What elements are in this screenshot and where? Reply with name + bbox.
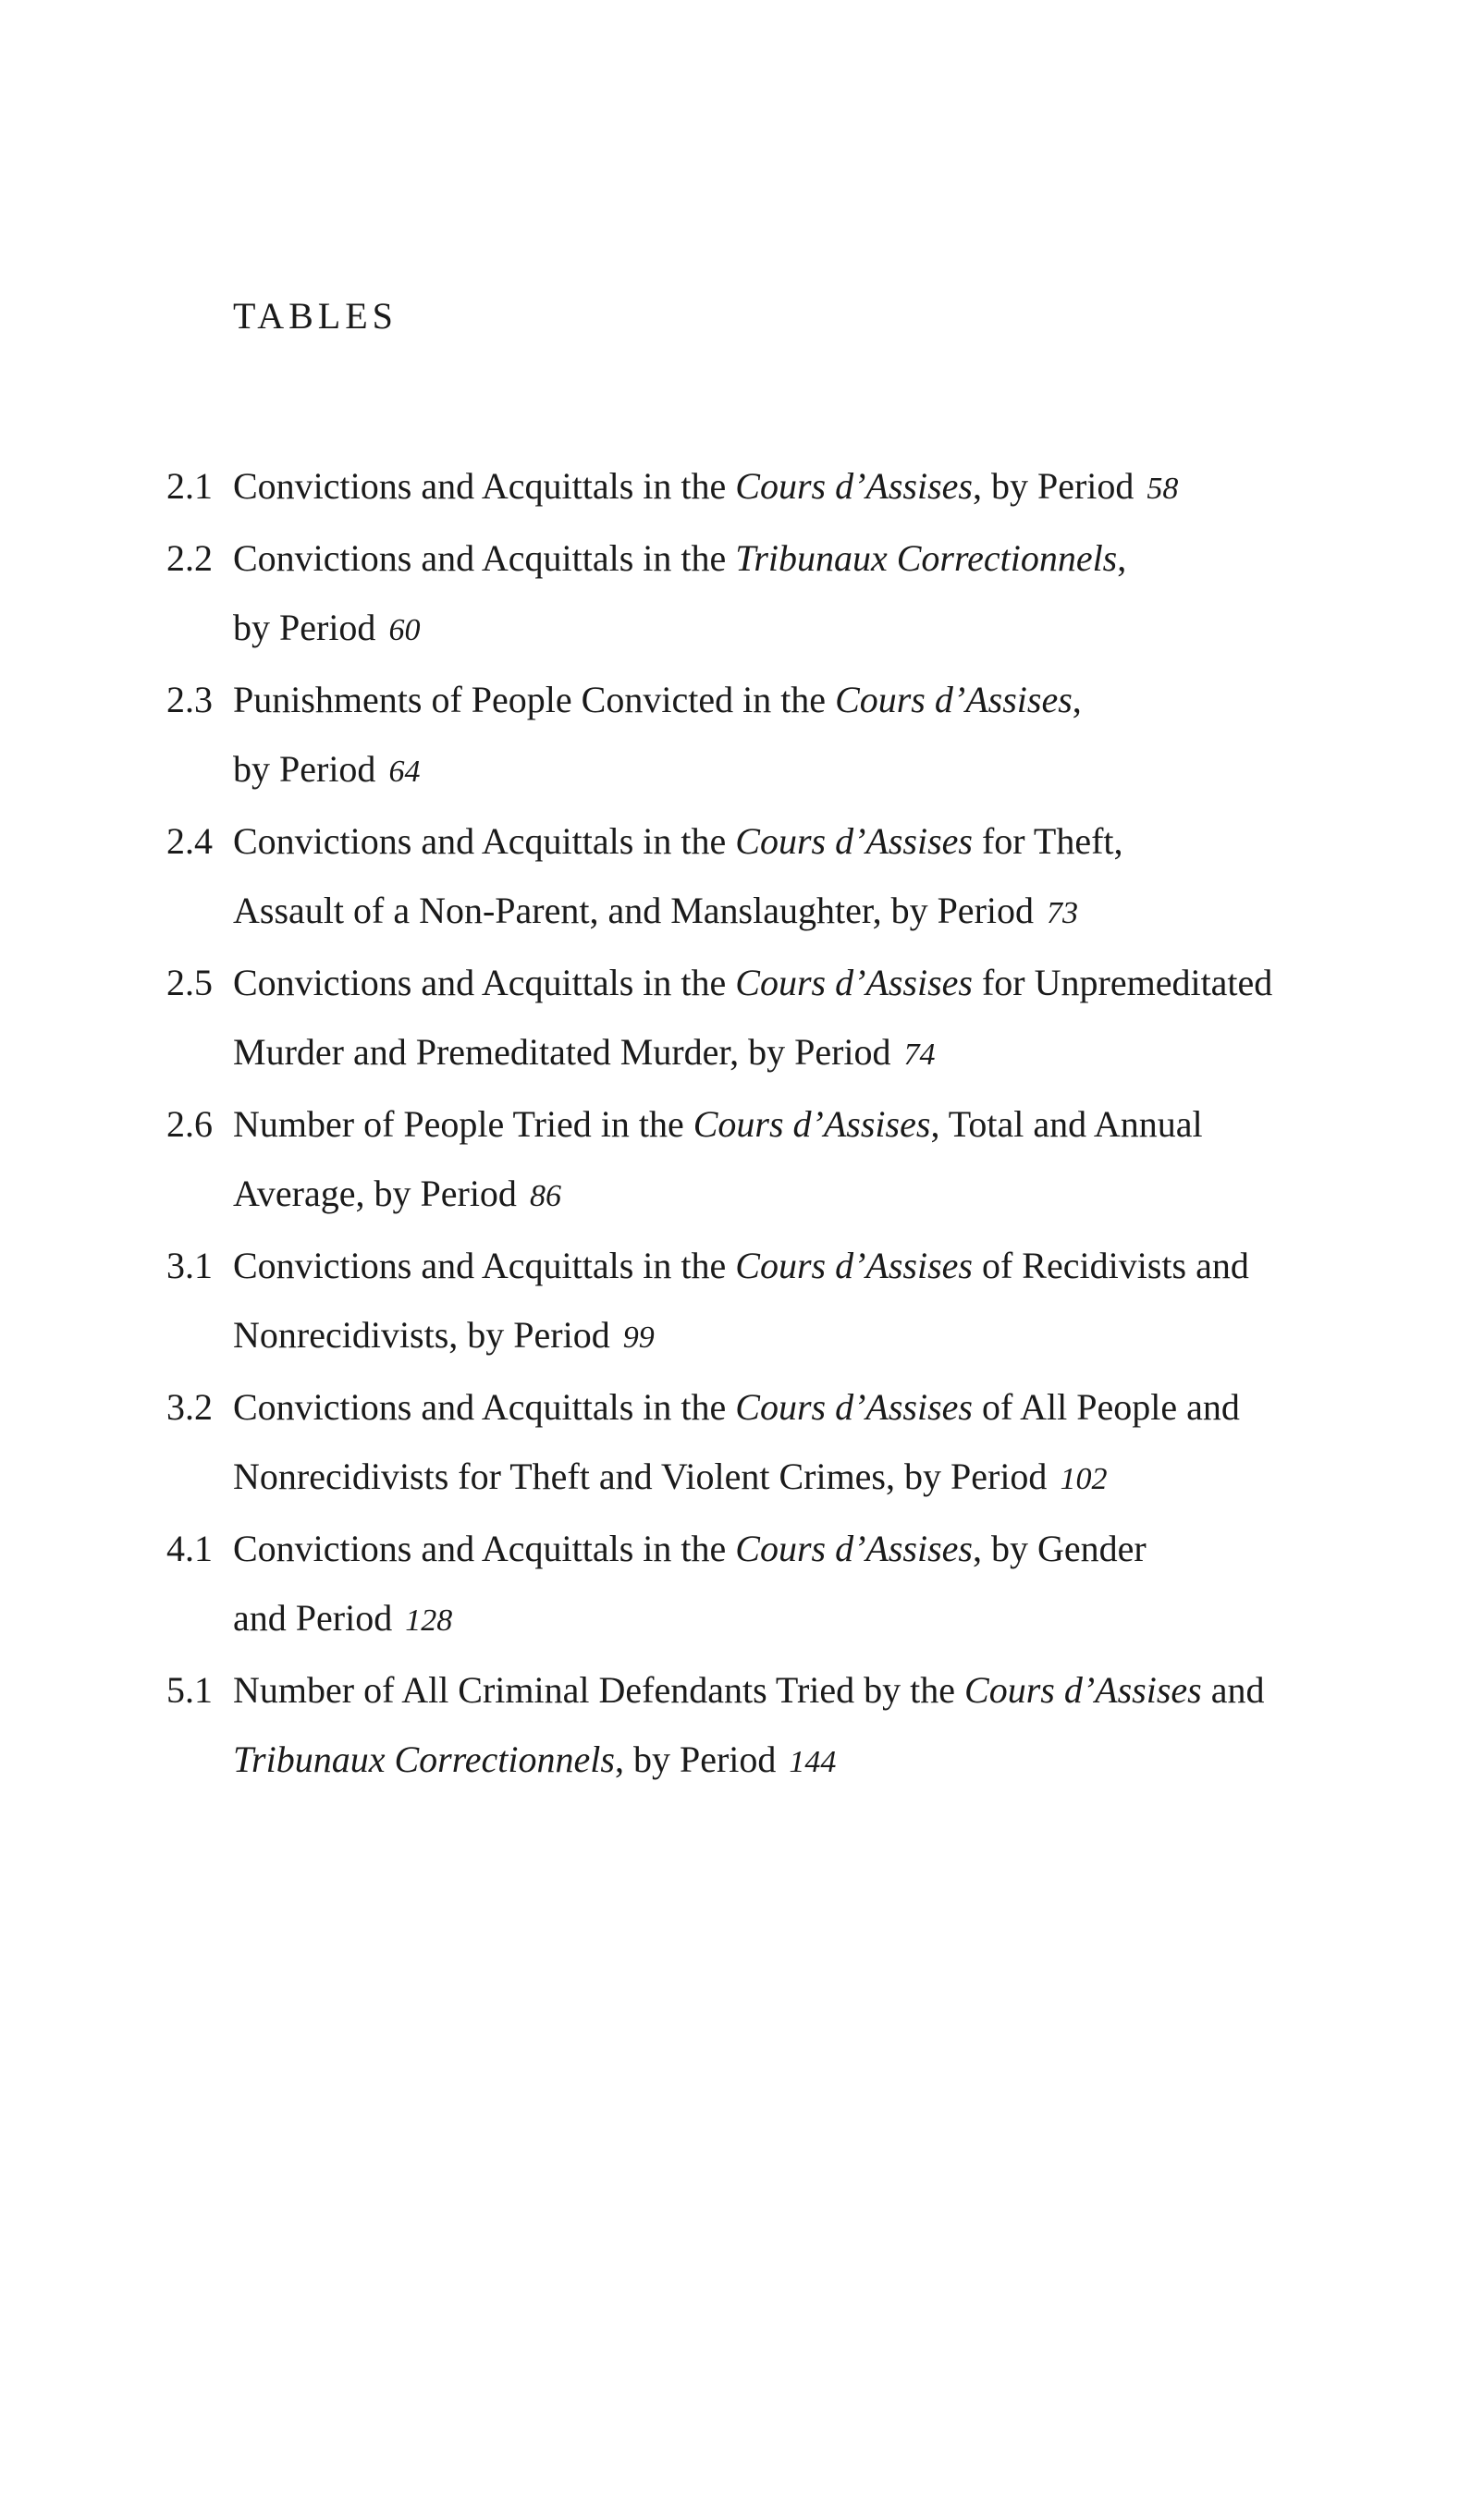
page-number: 102	[1060, 1462, 1108, 1496]
entry-title-line	[233, 523, 1484, 593]
title-text: by Period	[233, 607, 376, 648]
title-text: Convictions and Acquittals in the	[233, 1386, 736, 1428]
title-text: Convictions and Acquittals in the	[233, 1528, 736, 1569]
page-number: 74	[903, 1038, 936, 1072]
entry-title-line	[233, 1089, 1484, 1159]
entry-title-line	[233, 806, 1484, 876]
italic-court-name: Cours d’Assises	[964, 1669, 1202, 1711]
title-text: Average, by Period	[233, 1173, 517, 1214]
title-text: Convictions and Acquittals in the	[233, 962, 736, 1003]
title-text: of Recidivists and	[972, 1245, 1249, 1286]
entry-title-line	[233, 1017, 1484, 1089]
list-item	[0, 1514, 1484, 1655]
italic-court-name: Tribunaux Correctionnels	[233, 1738, 615, 1780]
title-text: of All People and	[972, 1386, 1240, 1428]
list-item	[0, 1089, 1484, 1231]
title-text: Number of All Criminal Defendants Tried by the	[233, 1669, 965, 1711]
table-number: 2.5	[166, 962, 213, 1003]
title-text: by Period	[233, 748, 376, 790]
entry-title-line	[233, 1514, 1484, 1583]
title-text: Nonrecidivists for Theft and Violent Crimes, by Period	[233, 1456, 1048, 1497]
title-text: Convictions and Acquittals in the	[233, 537, 736, 579]
entry-title-line	[233, 1372, 1484, 1442]
entry-title-line	[233, 1159, 1484, 1231]
title-text: and Period	[233, 1597, 393, 1639]
title-text: Murder and Premeditated Murder, by Period	[233, 1031, 891, 1073]
page-number: 99	[622, 1321, 655, 1355]
italic-court-name: Cours d’Assises	[693, 1103, 931, 1145]
title-text: ,	[1072, 679, 1082, 720]
italic-court-name: Cours d’Assises	[735, 962, 973, 1003]
entry-title-line	[233, 876, 1484, 948]
title-text: Punishments of People Convicted in the	[233, 679, 836, 720]
entry-title-line	[233, 593, 1484, 665]
page-number: 58	[1147, 472, 1179, 506]
italic-court-name: Tribunaux Correctionnels	[735, 537, 1118, 579]
page-number: 60	[388, 613, 421, 647]
table-number: 2.1	[166, 465, 213, 507]
italic-court-name: Cours d’Assises	[735, 1528, 973, 1569]
title-text: for Unpremeditated	[972, 962, 1273, 1003]
entry-title-line	[233, 1300, 1484, 1372]
entry-title-line	[233, 1231, 1484, 1300]
page-number: 64	[388, 755, 421, 789]
table-number: 2.2	[166, 537, 213, 579]
title-text: and	[1201, 1669, 1265, 1711]
title-text: , by Period	[614, 1738, 777, 1780]
table-list	[0, 451, 1484, 1797]
italic-court-name: Cours d’Assises	[735, 820, 973, 862]
page-title: TABLES	[233, 295, 398, 337]
title-text: , Total and Annual	[930, 1103, 1203, 1145]
table-number: 2.4	[166, 820, 213, 862]
italic-court-name: Cours d’Assises	[735, 465, 973, 507]
entry-title-line	[233, 948, 1484, 1017]
title-text: Nonrecidivists, by Period	[233, 1314, 610, 1356]
entry-title-line	[233, 665, 1484, 734]
list-item	[0, 1231, 1484, 1372]
title-text: Convictions and Acquittals in the	[233, 465, 736, 507]
page-number: 144	[789, 1745, 837, 1779]
entry-title-line	[233, 734, 1484, 806]
title-text: Convictions and Acquittals in the	[233, 1245, 736, 1286]
entry-title-line	[233, 451, 1484, 523]
page-number: 73	[1047, 896, 1078, 930]
entry-title-line	[233, 1655, 1484, 1725]
italic-court-name: Cours d’Assises	[735, 1245, 973, 1286]
list-item	[0, 523, 1484, 665]
italic-court-name: Cours d’Assises	[835, 679, 1073, 720]
table-number: 4.1	[166, 1528, 213, 1569]
entry-title-line	[233, 1725, 1484, 1797]
list-item	[0, 806, 1484, 948]
table-number: 3.2	[166, 1386, 213, 1428]
table-number: 3.1	[166, 1245, 213, 1286]
list-item	[0, 665, 1484, 806]
entry-title-line	[233, 1442, 1484, 1514]
page-number: 128	[405, 1603, 453, 1638]
list-item	[0, 1372, 1484, 1514]
page-number: 86	[529, 1179, 561, 1213]
list-item	[0, 1655, 1484, 1797]
list-item	[0, 948, 1484, 1089]
table-number: 5.1	[166, 1669, 213, 1711]
table-number: 2.3	[166, 679, 213, 720]
title-text: Convictions and Acquittals in the	[233, 820, 736, 862]
title-text: Number of People Tried in the	[233, 1103, 693, 1145]
title-text: , by Period	[972, 465, 1134, 507]
title-text: , by Gender	[972, 1528, 1147, 1569]
table-number: 2.6	[166, 1103, 213, 1145]
title-text: ,	[1117, 537, 1127, 579]
title-text: for Theft,	[972, 820, 1123, 862]
italic-court-name: Cours d’Assises	[735, 1386, 973, 1428]
entry-title-line	[233, 1583, 1484, 1655]
title-text: Assault of a Non-Parent, and Manslaughter, by Period	[233, 890, 1034, 931]
list-item	[0, 451, 1484, 523]
